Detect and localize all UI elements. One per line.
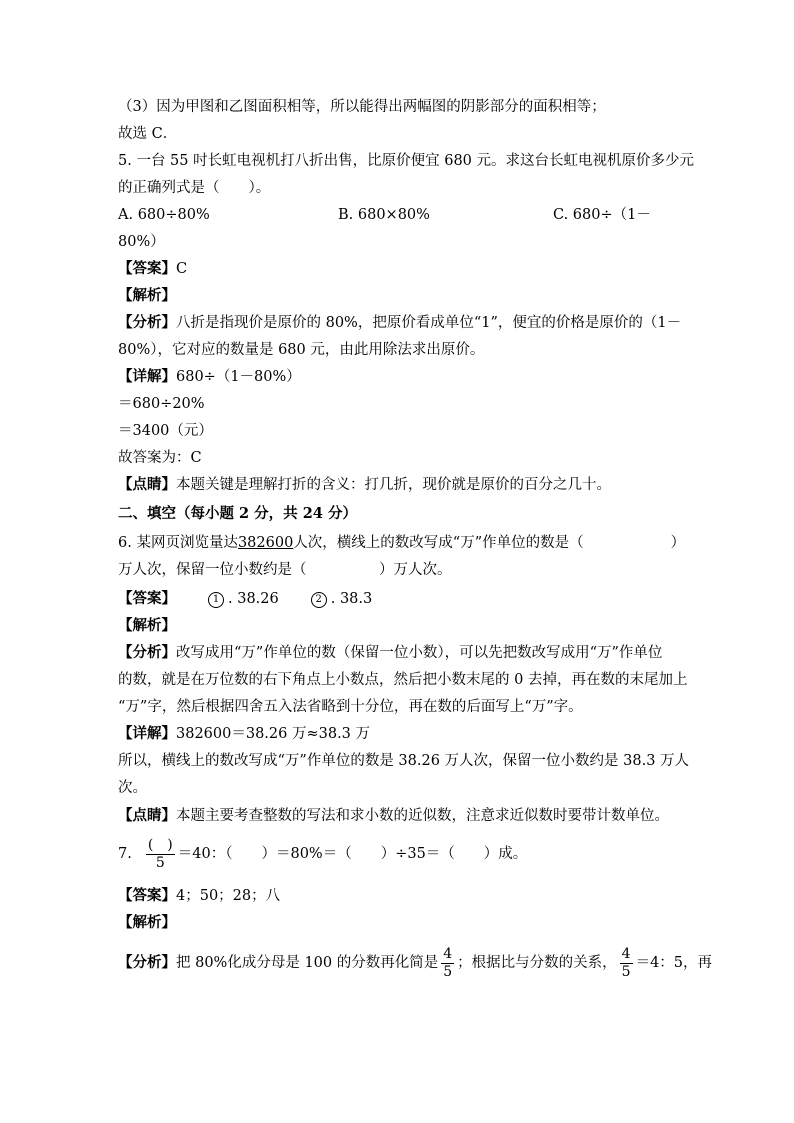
final-answer: 故答案为：C	[118, 450, 202, 466]
dianjing-tag: 【点睛】	[118, 476, 176, 493]
option-a: A. 680÷80%	[118, 207, 210, 223]
analysis-line	[118, 944, 712, 982]
dianjing-text: 本题主要考查整数的写法和求小数的近似数，注意求近似数时要带计数单位。	[176, 808, 669, 824]
detail-line: ＝680÷20%	[118, 396, 205, 412]
question-7-text	[118, 834, 527, 874]
analysis-line: 80%），它对应的数量是 680 元，由此用除法求出原价。	[118, 342, 485, 358]
analysis-line: “万”字，然后根据四舍五入法省略到十分位，再在数的后面写上“万”字。	[118, 699, 583, 715]
comment-line	[118, 475, 611, 495]
text-line: （3）因为甲图和乙图面积相等，所以能得出两幅图的阴影部分的面积相等；	[118, 99, 606, 115]
q7-rest: ＝40：（ ）＝80%＝（ ）÷35＝（ ）成。	[177, 846, 528, 862]
fraction-4-5	[620, 946, 633, 981]
xiangjie-text: 680÷（1－80%）	[176, 369, 301, 385]
fraction-numerator: 4	[443, 945, 453, 962]
comment-line	[118, 806, 669, 826]
answer-2: . 38.3	[330, 591, 373, 607]
dianjing-text: 本题关键是理解打折的含义：打几折，现价就是原价的百分之几十。	[176, 477, 611, 493]
question-6-text	[118, 533, 685, 553]
question-5-text: 的正确列式是（ ）。	[118, 180, 271, 196]
conclusion-line: 所以，横线上的数改写成“万”作单位的数是 38.26 万人次，保留一位小数约是 38.3 万人	[118, 753, 690, 769]
q7-number: 7.	[118, 846, 132, 862]
xiangjie-tag: 【详解】	[118, 368, 176, 385]
answer-value: 4；50；28；八	[176, 888, 281, 904]
question-6-text: 万人次，保留一位小数约是（ ）万人次。	[118, 562, 452, 578]
fraction-blank-over-5	[146, 837, 175, 872]
analysis-line	[118, 643, 662, 663]
answer-tag: 【答案】	[118, 260, 176, 277]
q6-post: 人次，横线上的数改写成“万”作单位的数是（ ）	[293, 535, 686, 551]
fenxi-text: ；根据比与分数的关系，	[457, 955, 617, 971]
circled-number-1: 1	[208, 592, 224, 608]
answer-line	[118, 589, 372, 609]
answer-line	[118, 886, 280, 906]
question-5-text: 5. 一台 55 吋长虹电视机打八折出售，比原价便宜 680 元。求这台长虹电视机原价多少元	[118, 153, 695, 169]
analysis-line: 的数，就是在万位数的右下角点上小数点，然后把小数末尾的 0 去掉，再在数的末尾加上	[118, 672, 688, 688]
fraction-4-5	[441, 946, 454, 981]
analysis-tag: 【解析】	[118, 617, 176, 634]
analysis-line	[118, 313, 681, 333]
fraction-denominator: 5	[443, 963, 453, 980]
text-line: 故选 C．	[118, 126, 178, 142]
fraction-numerator: 4	[621, 945, 631, 962]
section-heading: 二、填空（每小题 2 分，共 24 分）	[118, 505, 357, 522]
q6-pre: 6. 某网页浏览量达	[118, 535, 238, 551]
analysis-tag: 【解析】	[118, 914, 176, 931]
detail-line	[118, 367, 301, 387]
fenxi-tag: 【分析】	[118, 954, 176, 971]
fraction-numerator: ( )	[147, 836, 173, 853]
conclusion-line: 次。	[118, 780, 147, 796]
dianjing-tag: 【点睛】	[118, 807, 176, 824]
detail-line	[118, 724, 370, 744]
option-c: C. 680÷（1－	[553, 207, 651, 223]
fenxi-text: 把 80%化成分母是 100 的分数再化简是	[176, 955, 439, 971]
detail-line: ＝3400（元）	[118, 423, 213, 439]
xiangjie-tag: 【详解】	[118, 725, 176, 742]
fraction-denominator: 5	[155, 854, 165, 871]
answer-line	[118, 259, 187, 279]
answer-1: . 38.26	[228, 591, 279, 607]
option-c-continued: 80%）	[118, 234, 165, 250]
fenxi-text: ＝4：5，再	[635, 955, 713, 971]
fenxi-tag: 【分析】	[118, 644, 176, 661]
option-b: B. 680×80%	[338, 207, 430, 223]
xiangjie-text: 382600＝38.26 万≈38.3 万	[176, 726, 371, 742]
fenxi-tag: 【分析】	[118, 314, 176, 331]
circled-number-2: 2	[311, 592, 327, 608]
fraction-denominator: 5	[621, 963, 631, 980]
answer-tag: 【答案】	[118, 590, 176, 607]
answer-value: C	[176, 261, 188, 277]
fenxi-text: 八折是指现价是原价的 80%，把原价看成单位“1”，便宜的价格是原价的（1－	[176, 315, 682, 331]
answer-tag: 【答案】	[118, 887, 176, 904]
q6-underlined-number: 382600	[237, 535, 294, 551]
analysis-tag: 【解析】	[118, 287, 176, 304]
fenxi-text: 改写成用“万”作单位的数（保留一位小数），可以先把数改写成用“万”作单位	[176, 645, 663, 661]
